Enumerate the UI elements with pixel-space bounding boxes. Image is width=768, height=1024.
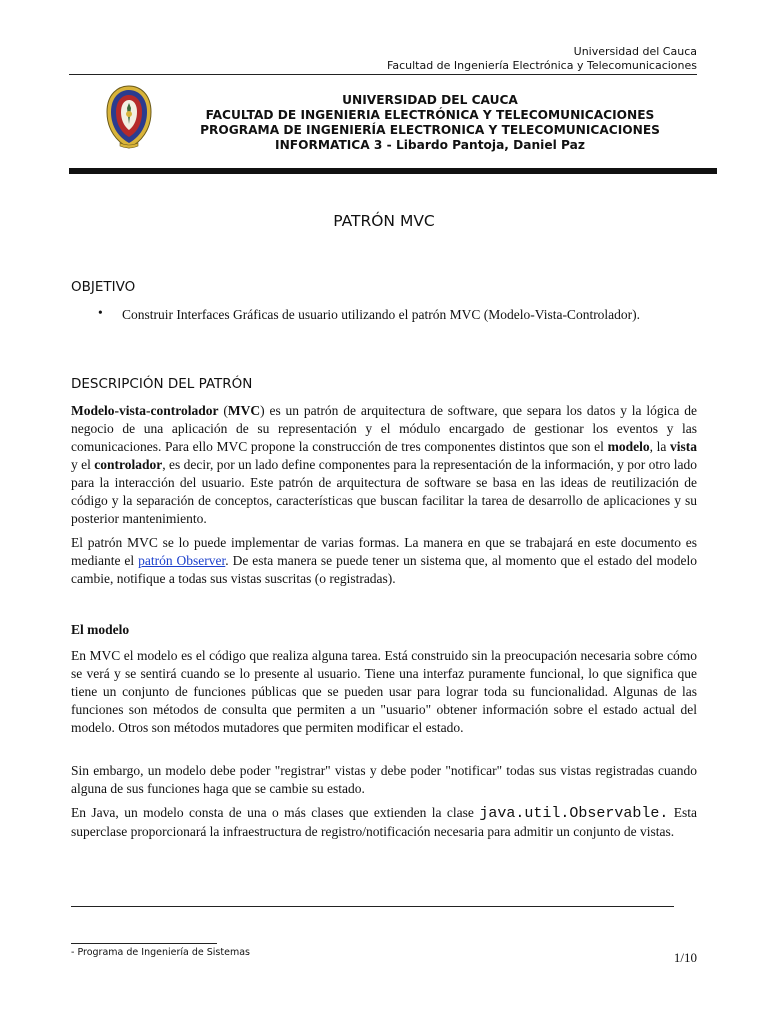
header-divider: [69, 74, 697, 75]
institution-program: PROGRAMA DE INGENIERÍA ELECTRONICA Y TELECOMUNICACIONES: [200, 123, 660, 137]
text-run: . De esta manera se puede tener un sistema que, al momento que el estado del modelo cambie, notifique a todas sus vistas suscritas (o registradas).: [71, 553, 697, 586]
descripcion-paragraph-2: [71, 534, 697, 588]
footnote-divider: [71, 943, 217, 944]
institution-faculty: FACULTAD DE INGENIERIA ELECTRÓNICA Y TELECOMUNICACIONES: [205, 108, 655, 122]
institution-course: INFORMATICA 3 - Libardo Pantoja, Daniel Paz: [275, 138, 585, 152]
footer-divider: [71, 906, 674, 907]
institution-university: UNIVERSIDAD DEL CAUCA: [342, 93, 518, 107]
objetivo-bullet-item: [98, 305, 696, 324]
text-run: (: [218, 403, 228, 418]
code-java-util-observable: java.util.Observable.: [479, 805, 669, 822]
page-number: 1/10: [673, 950, 697, 965]
modelo-paragraph-2: Sin embargo, un modelo debe poder "registrar" vistas y debe poder "notificar" todas sus vistas registradas cuando alguna de sus funciones haga que se cambie su estado.: [71, 763, 697, 796]
institution-block: [190, 93, 670, 153]
modelo-paragraph-1: En MVC el modelo es el código que realiza alguna tarea. Está construido sin la preocupación necesaria sobre cómo se verá y se sentirá cuando se lo presente al usuario. Tiene una interfaz puramente funcional, lo que significa que tiene un conjunto de funciones públicas que se pueden usar para lograr toda su funcionalidad. Algunas de las funciones son métodos de consulta que permiten a un "usuario" obtener información sobre el estado actual del modelo. Otros son métodos mutadores que permiten modificar el estado.: [71, 648, 697, 735]
document-title: PATRÓN MVC: [333, 212, 435, 230]
title-divider: [69, 168, 717, 174]
term-vista: vista: [670, 439, 697, 454]
running-header: [387, 45, 697, 73]
term-modelo-vista-controlador: Modelo-vista-controlador: [71, 403, 219, 418]
university-seal-icon: [104, 84, 154, 150]
text-run: El patrón MVC se lo puede implementar de varias formas. La manera en que se trabajará en este documento es mediante el: [71, 535, 697, 568]
text-run: y el: [71, 457, 95, 472]
running-header-faculty: Facultad de Ingeniería Electrónica y Telecomunicaciones: [387, 59, 697, 72]
term-modelo: modelo: [607, 439, 650, 454]
objetivo-heading: OBJETIVO: [71, 279, 136, 295]
text-run: , es decir, por un lado define componentes para la representación de la información, y por otro lado para la interacción del usuario. Este patrón de arquitectura de software se basa en las ideas de reutilización de código y la separación de conceptos, características que buscan facilitar la tarea de desarrollo de aplicaciones y su posterior mantenimiento.: [71, 457, 698, 526]
running-header-university: Universidad del Cauca: [573, 45, 697, 58]
term-mvc: MVC: [227, 403, 261, 418]
bullet-icon: •: [98, 305, 103, 320]
text-run: ) es un patrón de arquitectura de software, que separa los datos y la lógica de negocio de una aplicación de su representación y el módulo encargado de gestionar los eventos y las comunicaciones. Para ello MVC propone la construcción de tres componentes distintos que son el: [71, 403, 697, 454]
term-controlador: controlador: [94, 457, 163, 472]
text-run: Esta superclase proporcionará la infraestructura de registro/notificación necesaria para admitir un conjunto de vistas.: [71, 805, 698, 839]
text-run: En Java, un modelo consta de una o más clases que extienden la clase: [71, 805, 480, 820]
descripcion-paragraph-1: [71, 402, 697, 528]
footnote-text: - Programa de Ingeniería de Sistemas: [71, 947, 250, 958]
text-run: , la: [649, 439, 670, 454]
modelo-heading: El modelo: [71, 622, 130, 637]
observer-pattern-link[interactable]: patrón Observer: [138, 553, 226, 568]
descripcion-heading: DESCRIPCIÓN DEL PATRÓN: [71, 376, 253, 392]
objetivo-bullet-text: Construir Interfaces Gráficas de usuario utilizando el patrón MVC (Modelo-Vista-Controlador).: [122, 307, 641, 322]
modelo-paragraph-3: [71, 804, 697, 841]
